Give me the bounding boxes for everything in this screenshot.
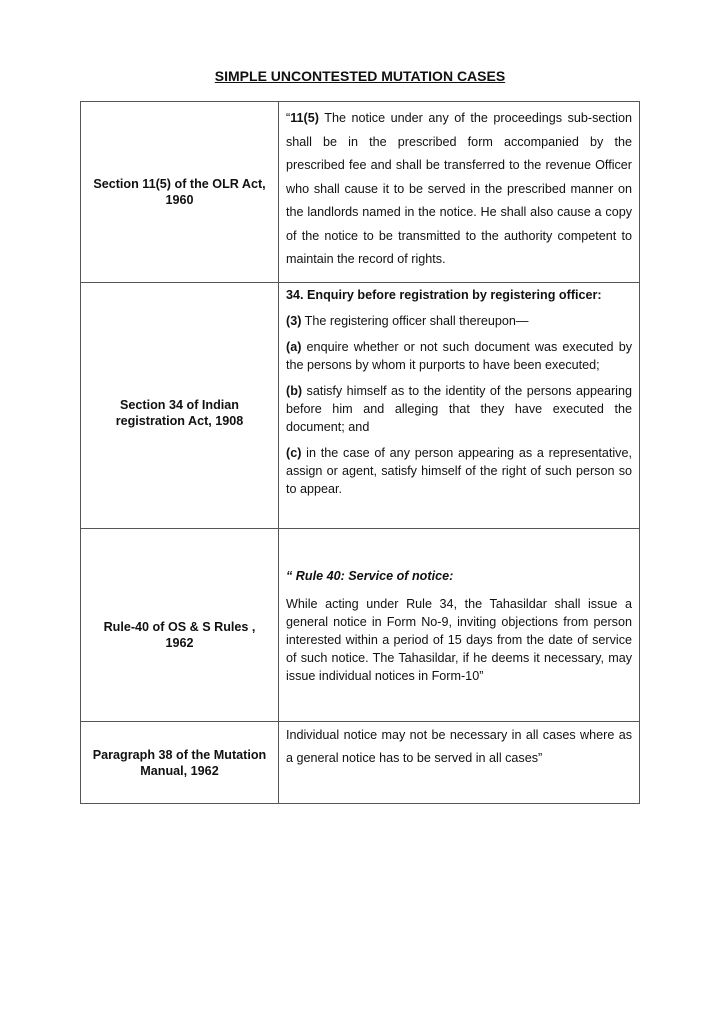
clause-ref: 11(5)	[290, 111, 319, 125]
intro-paragraph	[286, 312, 632, 330]
clause-b	[286, 382, 632, 436]
open-quote: “	[286, 111, 291, 125]
provision-reference: Section 34 of Indian registration Act, 1908	[81, 283, 279, 529]
clause-text: The registering officer shall thereupon—	[301, 314, 529, 328]
clause-text: enquire whether or not such document was executed by the persons by whom it purports to have been executed;	[286, 340, 632, 372]
provision-reference: Rule-40 of OS & S Rules , 1962	[81, 529, 279, 722]
paragraph-text: Individual notice may not be necessary in all cases where as a general notice has to be served in all cases”	[286, 728, 632, 765]
section-11-5-paragraph	[286, 107, 632, 272]
section-heading: 34. Enquiry before registration by registering officer:	[286, 288, 602, 302]
clause-text: satisfy himself as to the identity of the persons appearing before him and alleging that they have executed the document; and	[286, 384, 632, 434]
page-title: SIMPLE UNCONTESTED MUTATION CASES	[214, 68, 506, 84]
clause-ref: (a)	[286, 340, 302, 354]
clause-text: The notice under any of the proceedings sub-section shall be in the prescribed form accompanied by the prescribed fee and shall be transferred to the revenue Officer who shall cause it to be served in the prescribed manner on the landlords named in the notice. He shall also cause a copy of the notice to be transmitted to the authority competent to maintain the record of rights.	[286, 111, 632, 266]
provision-reference: Paragraph 38 of the Mutation Manual, 1962	[81, 722, 279, 804]
provision-reference: Section 11(5) of the OLR Act, 1960	[81, 102, 279, 283]
provision-text	[279, 529, 640, 722]
clause-text: in the case of any person appearing as a representative, assign or agent, satisfy himself of the right of such person so to appear.	[286, 446, 632, 496]
clause-c	[286, 444, 632, 498]
table-row	[81, 529, 640, 722]
provision-text	[279, 102, 640, 283]
table-row	[81, 283, 640, 529]
clause-ref: (3)	[286, 314, 302, 328]
clause-ref: (c)	[286, 446, 302, 460]
provision-text	[279, 283, 640, 529]
provision-text	[279, 722, 640, 804]
provisions-table	[80, 101, 640, 804]
clause-ref: (b)	[286, 384, 303, 398]
rule-heading: “ Rule 40: Service of notice:	[286, 569, 454, 583]
rule-paragraph: While acting under Rule 34, the Tahasildar shall issue a general notice in Form No-9, inviting objections from person interested within a period of 15 days from the date of service of such notice. The Tahasildar, if he deems it necessary, may issue individual notices in Form-10”	[286, 597, 632, 683]
table-row	[81, 102, 640, 283]
clause-a	[286, 338, 632, 374]
table-row	[81, 722, 640, 804]
